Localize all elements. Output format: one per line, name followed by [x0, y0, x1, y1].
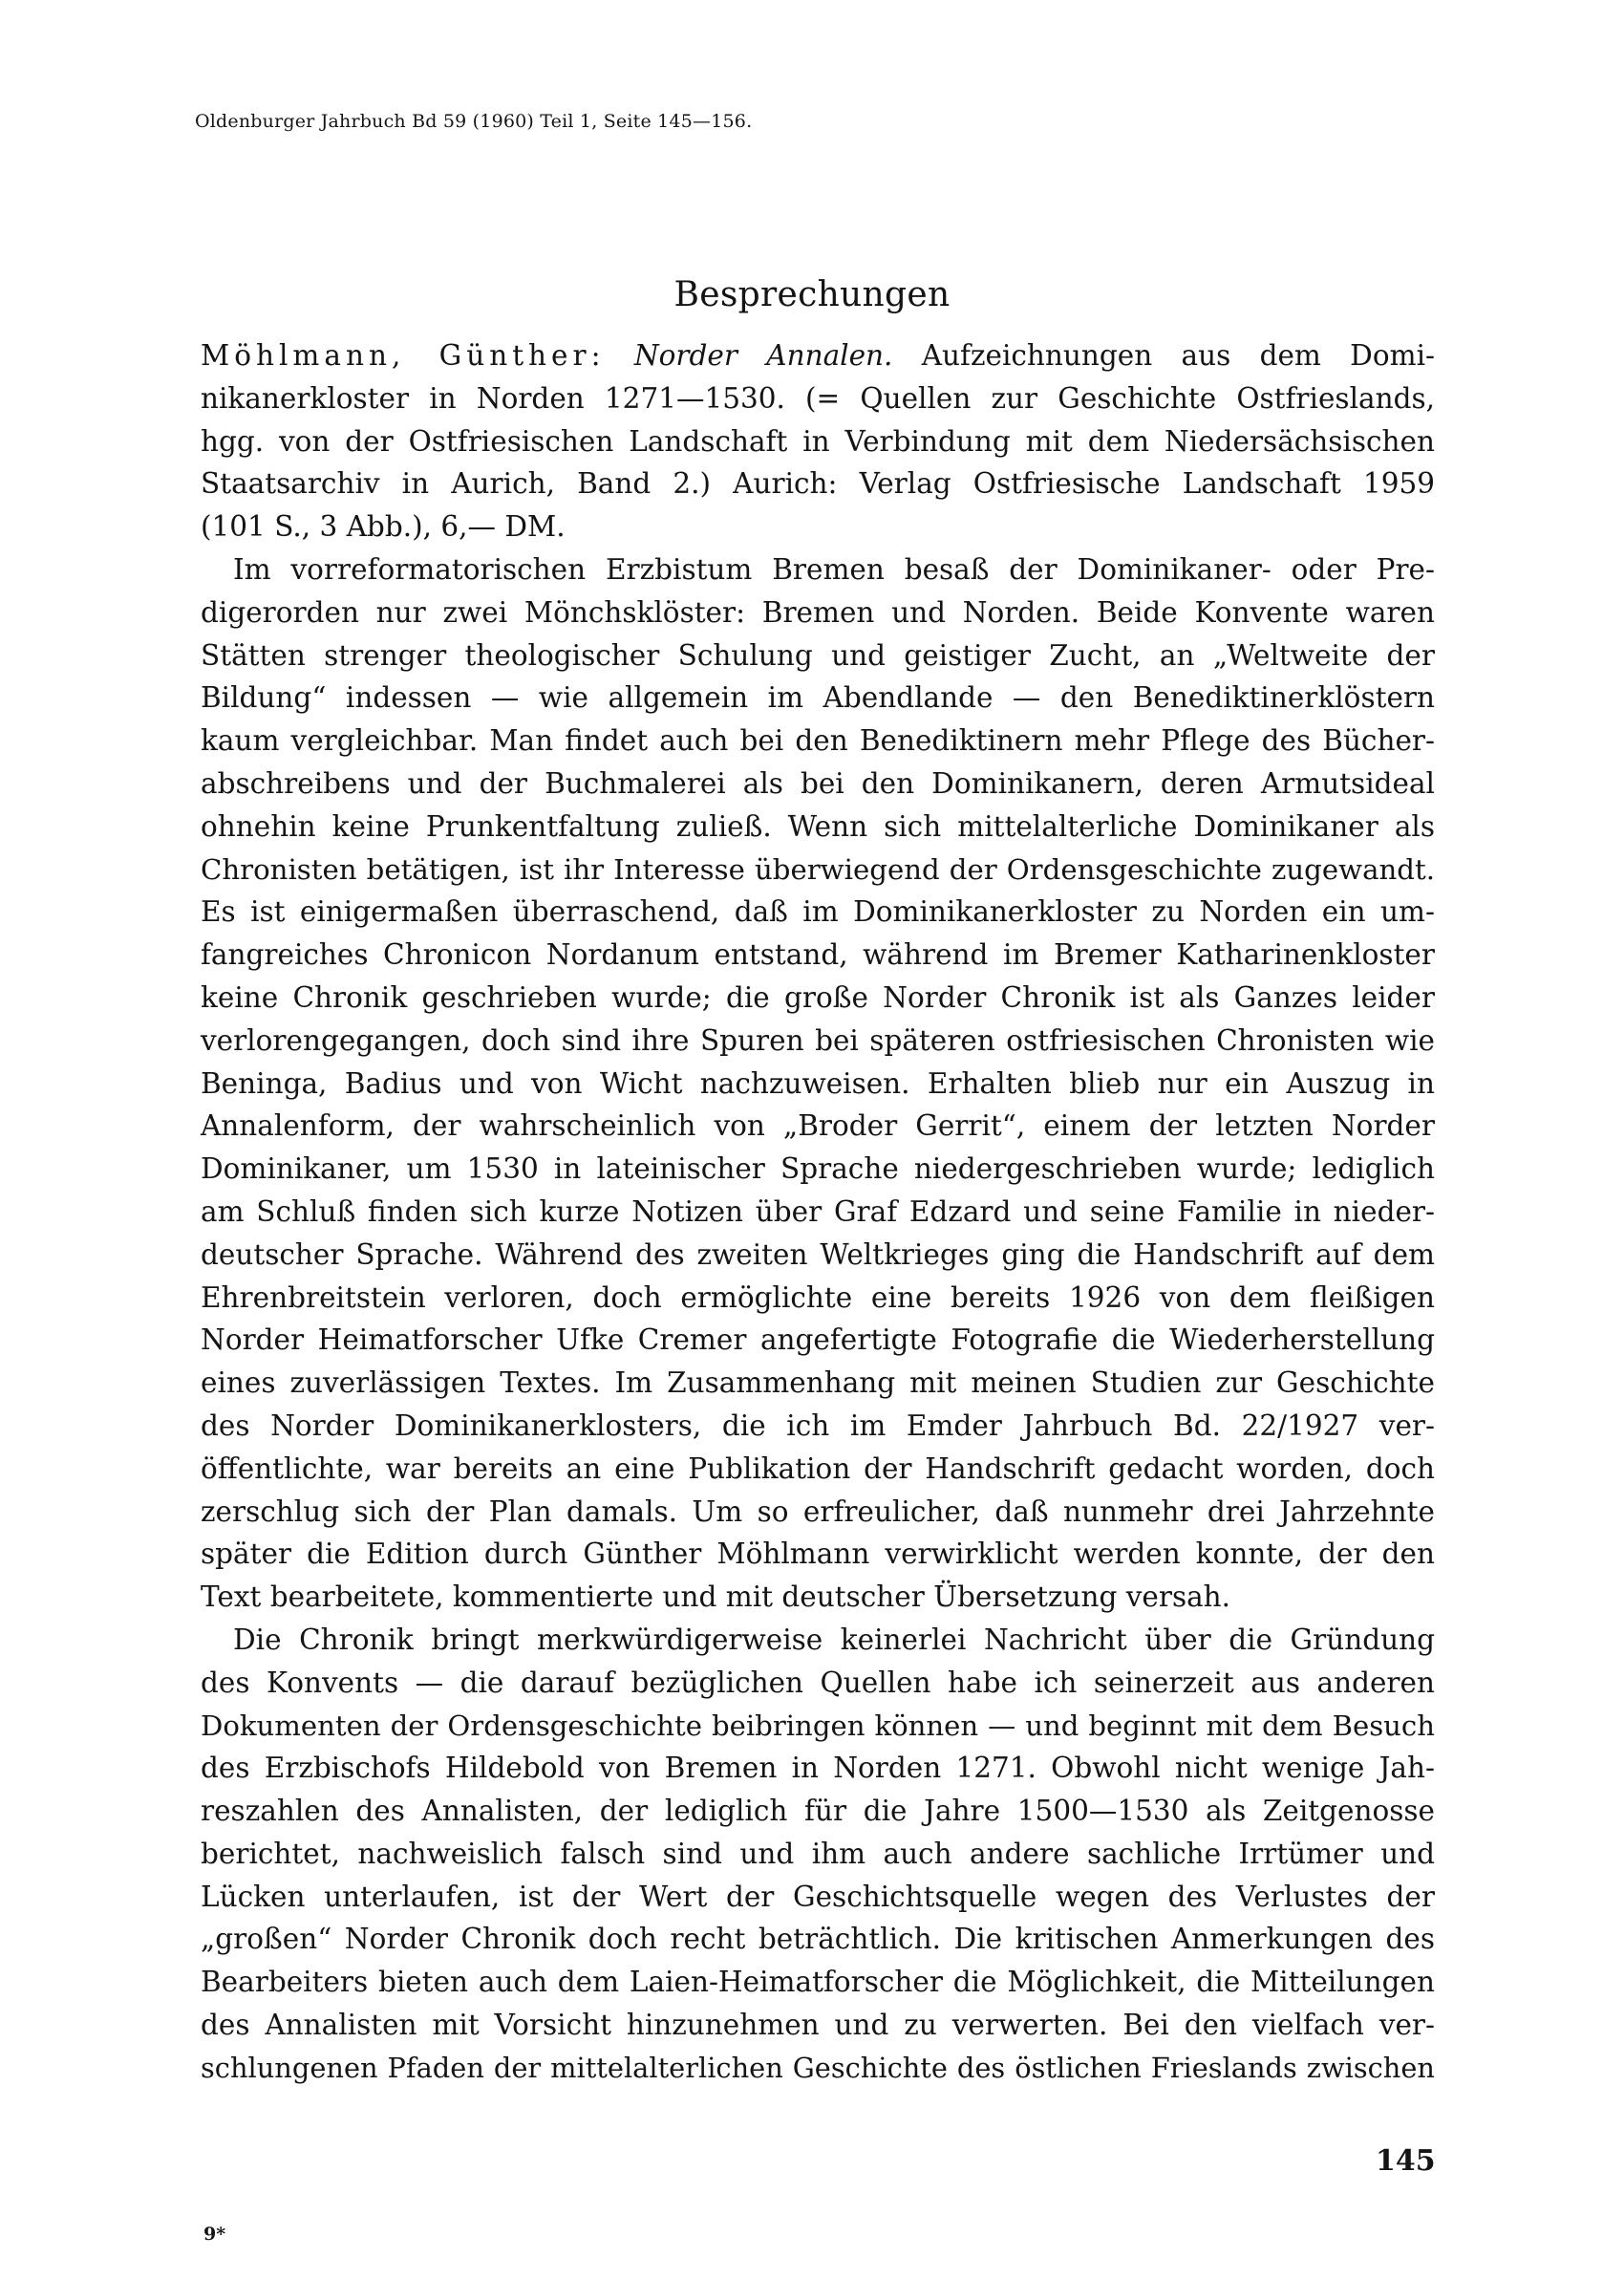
text-line: kaum vergleichbar. Man findet auch bei den Benediktinern mehr Pflege des Bücher-	[201, 724, 1435, 758]
text-line: Lücken unterlaufen, ist der Wert der Geschichtsquelle wegen des Verlustes der	[201, 1880, 1435, 1913]
section-title: Besprechungen	[673, 275, 951, 314]
text-line: berichtet, nachweislich falsch sind und ihm auch andere sachliche Irrtümer und	[201, 1837, 1435, 1870]
text-line: Bearbeiters bieten auch dem Laien-Heimatforscher die Möglichkeit, die Mitteilungen	[201, 1966, 1435, 1999]
text-line: Dominikaner, um 1530 in lateinischer Sprache niedergeschrieben wurde; lediglich	[201, 1152, 1435, 1186]
text-line: des Annalisten mit Vorsicht hinzunehmen und zu verwerten. Bei den vielfach ver-	[201, 2009, 1435, 2042]
text-line: abschreibens und der Buchmalerei als bei den Dominikanern, deren Armutsideal	[201, 766, 1435, 800]
text-line: keine Chronik geschrieben wurde; die große Norder Chronik ist als Ganzes leider	[201, 980, 1435, 1014]
text-line: Text bearbeitete, kommentierte und mit deutscher Übersetzung versah.	[201, 1580, 1231, 1614]
running-head: Oldenburger Jahrbuch Bd 59 (1960) Teil 1, Seite 145—156.	[195, 111, 753, 132]
text-line: Ehrenbreitstein verloren, doch ermöglichte eine bereits 1926 von dem fleißigen	[201, 1280, 1435, 1314]
text-line: Annalenform, der wahrscheinlich von „Broder Gerrit“, einem der letzten Norder	[201, 1109, 1435, 1143]
text-line: Bildung“ indessen — wie allgemein im Abendlande — den Benediktinerklöstern	[201, 681, 1435, 715]
citation-line: hgg. von der Ostfriesischen Landschaft in Verbindung mit dem Niedersächsischen	[201, 424, 1435, 458]
text-line: Im vorreformatorischen Erzbistum Bremen besaß der Dominikaner- oder Pre-	[233, 552, 1435, 586]
text-line: Chronisten betätigen, ist ihr Interesse überwiegend der Ordensgeschichte zugewandt.	[201, 852, 1435, 886]
text-line: am Schluß finden sich kurze Notizen über Graf Edzard und seine Familie in nieder-	[201, 1194, 1435, 1228]
citation-title: Norder Annalen.	[633, 339, 893, 372]
citation-line1-rest: Aufzeichnungen aus dem Domi-	[921, 339, 1435, 372]
text-line: zerschlug sich der Plan damals. Um so erfreulicher, daß nunmehr drei Jahrzehnte	[201, 1494, 1435, 1528]
citation-author: Möhlmann, Günther:	[201, 339, 606, 372]
text-line: Stätten strenger theologischer Schulung und geistiger Zucht, an „Weltweite der	[201, 638, 1435, 672]
citation-line	[201, 334, 1435, 377]
text-line: eines zuverlässigen Textes. Im Zusammenhang mit meinen Studien zur Geschichte	[201, 1366, 1435, 1400]
text-line: öffentlichte, war bereits an eine Publikation der Handschrift gedacht worden, doch	[201, 1451, 1435, 1485]
text-line: Beninga, Badius und von Wicht nachzuweisen. Erhalten blieb nur ein Auszug in	[201, 1066, 1435, 1100]
text-line: des Norder Dominikanerklosters, die ich im Emder Jahrbuch Bd. 22/1927 ver-	[201, 1408, 1435, 1442]
review-body	[201, 334, 1435, 2090]
text-line: reszahlen des Annalisten, der lediglich für die Jahre 1500—1530 als Zeitgenosse	[201, 1795, 1435, 1828]
paragraph-1	[201, 548, 1435, 1619]
text-line: Dokumenten der Ordensgeschichte beibringen können — und beginnt mit dem Besuch	[201, 1709, 1435, 1742]
text-line: Es ist einigermaßen überraschend, daß im Dominikanerkloster zu Norden ein um-	[201, 895, 1435, 929]
page-number: 145	[1376, 2144, 1436, 2178]
bibliographic-citation	[201, 334, 1435, 548]
text-line: des Konvents — die darauf bezüglichen Quellen habe ich seinerzeit aus anderen	[201, 1666, 1435, 1699]
signature-mark: 9*	[203, 2224, 226, 2245]
text-line: später die Edition durch Günther Möhlmann verwirklicht werden konnte, der den	[201, 1537, 1435, 1571]
text-line: ohnehin keine Prunkentfaltung zuließ. Wenn sich mittelalterliche Dominikaner als	[201, 809, 1435, 843]
text-line: Die Chronik bringt merkwürdigerweise keinerlei Nachricht über die Gründung	[233, 1623, 1435, 1656]
paragraph-2	[201, 1619, 1435, 2090]
text-line: deutscher Sprache. Während des zweiten Weltkrieges ging die Handschrift auf dem	[201, 1237, 1435, 1271]
citation-line: nikanerkloster in Norden 1271—1530. (= Quellen zur Geschichte Ostfrieslands,	[201, 381, 1435, 415]
text-line: fangreiches Chronicon Nordanum entstand, während im Bremer Katharinenkloster	[201, 938, 1435, 972]
text-line: schlungenen Pfaden der mittelalterlichen Geschichte des östlichen Frieslands zwischen	[201, 2051, 1435, 2084]
citation-line: (101 S., 3 Abb.), 6,— DM.	[201, 510, 566, 544]
text-line: „großen“ Norder Chronik doch recht beträchtlich. Die kritischen Anmerkungen des	[201, 1923, 1435, 1956]
text-line: des Erzbischofs Hildebold von Bremen in Norden 1271. Obwohl nicht wenige Jah-	[201, 1752, 1435, 1785]
text-line: digerorden nur zwei Mönchsklöster: Bremen und Norden. Beide Konvente waren	[201, 595, 1435, 629]
text-line: Norder Heimatforscher Ufke Cremer angefertigte Fotografie die Wiederherstellung	[201, 1323, 1435, 1357]
citation-line: Staatsarchiv in Aurich, Band 2.) Aurich: Verlag Ostfriesische Landschaft 1959	[201, 467, 1435, 501]
text-line: verlorengegangen, doch sind ihre Spuren bei späteren ostfriesischen Chronisten wie	[201, 1023, 1435, 1057]
